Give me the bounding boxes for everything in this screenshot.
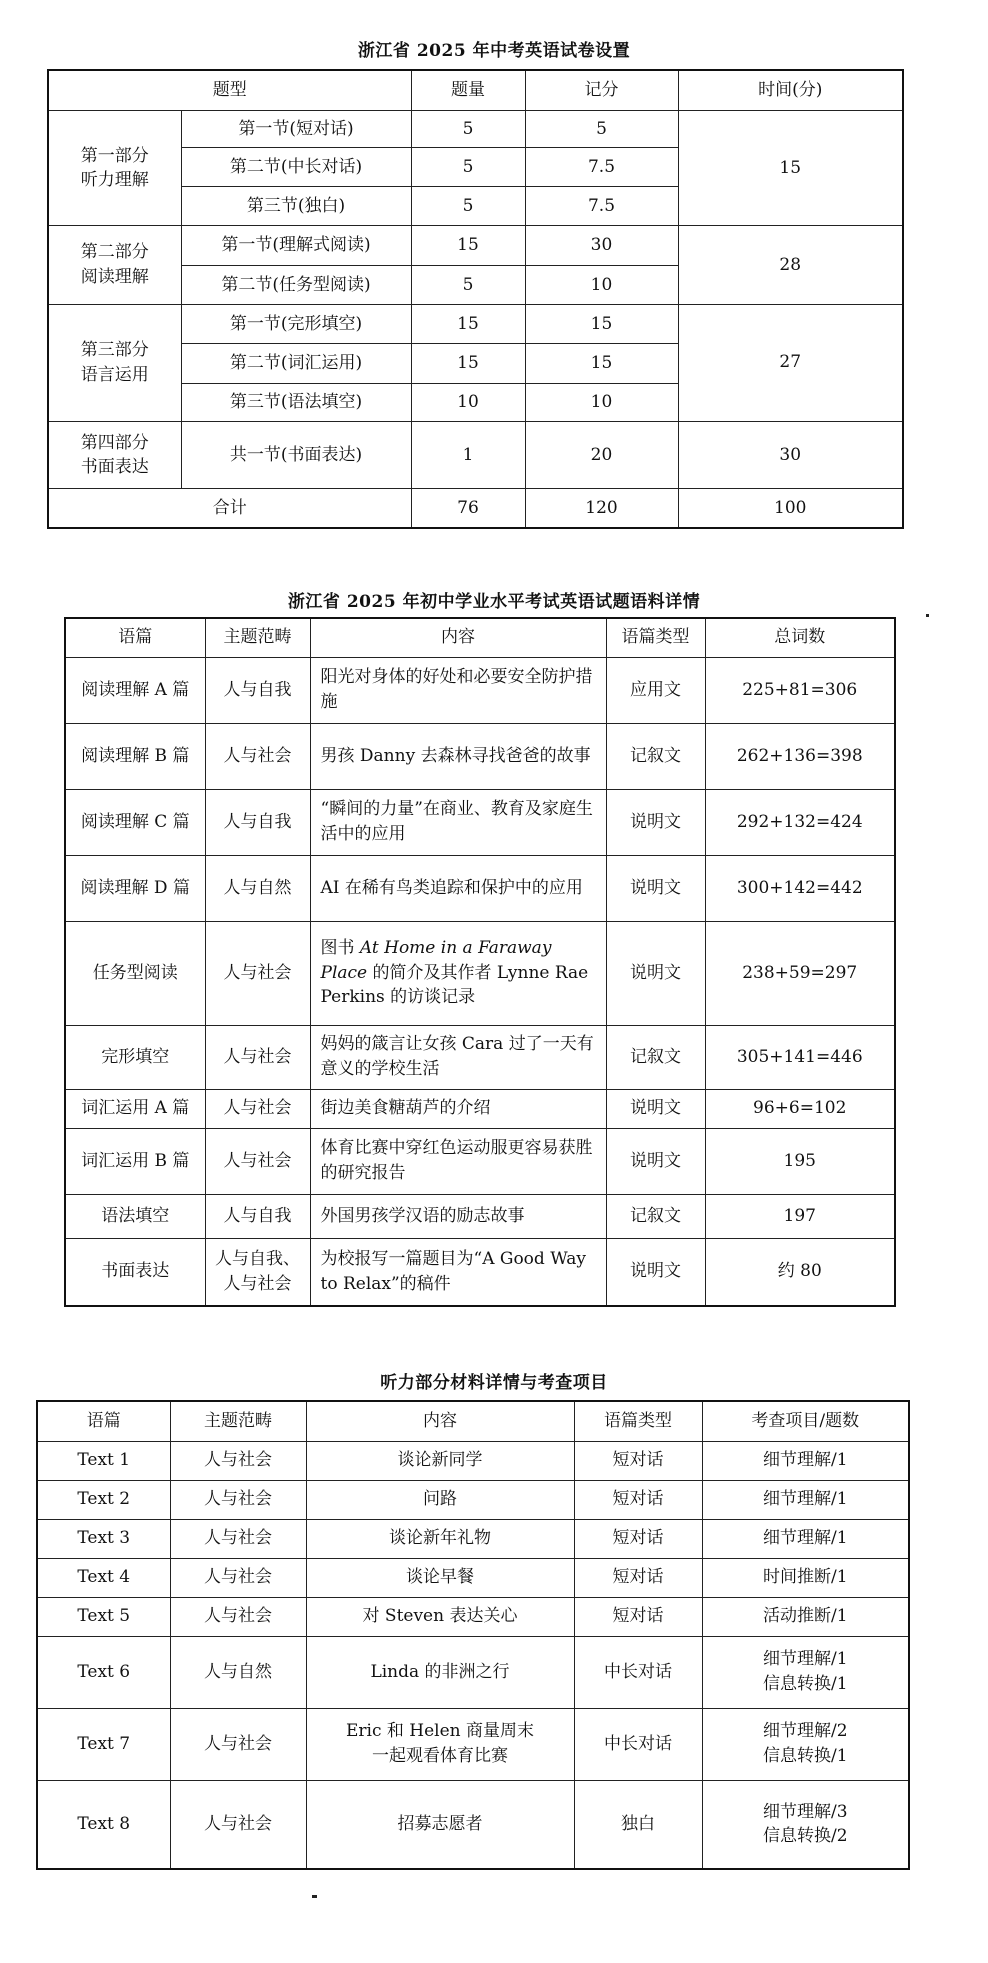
table-row <box>48 305 903 344</box>
listening-type: 独白 <box>574 1780 702 1869</box>
score-value: 5 <box>525 111 678 148</box>
text-number: Text 7 <box>37 1708 170 1780</box>
passage-type: 记叙文 <box>606 1194 705 1238</box>
score-value: 30 <box>525 226 678 266</box>
theme-category: 人与社会 <box>170 1558 306 1597</box>
text-number: Text 1 <box>37 1441 170 1480</box>
test-items: 活动推断/1 <box>702 1597 909 1636</box>
table1-total-row <box>48 489 903 528</box>
theme-category: 人与自我、 人与社会 <box>205 1238 310 1306</box>
table1-header-type: 题型 <box>48 70 411 111</box>
table-row <box>65 1025 895 1089</box>
total-score: 120 <box>525 489 678 528</box>
time-value: 30 <box>678 421 903 489</box>
text-number: Text 2 <box>37 1480 170 1519</box>
passage-name: 阅读理解 A 篇 <box>65 657 205 723</box>
table1-header-score: 记分 <box>525 70 678 111</box>
table-row <box>37 1780 909 1869</box>
listening-type: 中长对话 <box>574 1708 702 1780</box>
total-label: 合计 <box>48 489 411 528</box>
listening-type: 短对话 <box>574 1558 702 1597</box>
passage-type: 应用文 <box>606 657 705 723</box>
passage-content <box>310 921 606 1025</box>
passage-type: 说明文 <box>606 1238 705 1306</box>
listening-content: 招募志愿者 <box>306 1780 574 1869</box>
test-items: 时间推断/1 <box>702 1558 909 1597</box>
time-value: 28 <box>678 226 903 305</box>
question-count: 1 <box>411 421 525 489</box>
section-label: 第一节(理解式阅读) <box>181 226 411 266</box>
reading-materials-table <box>64 617 896 1307</box>
passage-name: 阅读理解 D 篇 <box>65 855 205 921</box>
question-count: 5 <box>411 111 525 148</box>
score-value: 7.5 <box>525 187 678 226</box>
passage-type: 说明文 <box>606 1128 705 1194</box>
word-count: 300+142=442 <box>705 855 895 921</box>
time-value: 27 <box>678 305 903 422</box>
theme-category: 人与社会 <box>205 1089 310 1128</box>
word-count: 238+59=297 <box>705 921 895 1025</box>
passage-content: 街边美食糖葫芦的介绍 <box>310 1089 606 1128</box>
time-value: 15 <box>678 111 903 226</box>
table3-header-theme: 主题范畴 <box>170 1401 306 1441</box>
text-number: Text 5 <box>37 1597 170 1636</box>
question-count: 15 <box>411 305 525 344</box>
word-count: 225+81=306 <box>705 657 895 723</box>
table-row <box>37 1519 909 1558</box>
word-count: 约 80 <box>705 1238 895 1306</box>
part-label: 第二部分 阅读理解 <box>48 226 181 305</box>
stray-mark <box>312 1895 317 1898</box>
text-number: Text 4 <box>37 1558 170 1597</box>
passage-content: 阳光对身体的好处和必要安全防护措施 <box>310 657 606 723</box>
word-count: 197 <box>705 1194 895 1238</box>
test-items: 细节理解/1 <box>702 1480 909 1519</box>
listening-type: 短对话 <box>574 1519 702 1558</box>
section-label: 第二节(任务型阅读) <box>181 266 411 305</box>
theme-category: 人与自我 <box>205 1194 310 1238</box>
word-count: 292+132=424 <box>705 789 895 855</box>
listening-content: Linda 的非洲之行 <box>306 1636 574 1708</box>
theme-category: 人与社会 <box>170 1519 306 1558</box>
passage-content: “瞬间的力量”在商业、教育及家庭生活中的应用 <box>310 789 606 855</box>
book-title: At Home in a Faraway Place <box>320 938 552 983</box>
content-suffix: 的简介及其作者 Lynne Rae Perkins 的访谈记录 <box>320 962 589 1008</box>
table-row <box>65 789 895 855</box>
test-items: 细节理解/2 信息转换/1 <box>702 1708 909 1780</box>
word-count: 96+6=102 <box>705 1089 895 1128</box>
text-number: Text 3 <box>37 1519 170 1558</box>
table-row <box>65 1238 895 1306</box>
passage-content: 体育比赛中穿红色运动服更容易获胜的研究报告 <box>310 1128 606 1194</box>
theme-category: 人与社会 <box>170 1708 306 1780</box>
table-row <box>65 921 895 1025</box>
theme-category: 人与社会 <box>205 723 310 789</box>
table1-header-time: 时间(分) <box>678 70 903 111</box>
theme-category: 人与社会 <box>170 1597 306 1636</box>
passage-name: 阅读理解 B 篇 <box>65 723 205 789</box>
listening-content: 谈论新年礼物 <box>306 1519 574 1558</box>
question-count: 10 <box>411 383 525 421</box>
passage-type: 记叙文 <box>606 1025 705 1089</box>
table-row <box>48 111 903 148</box>
table-row <box>65 1089 895 1128</box>
table-row <box>48 421 903 489</box>
exam-structure-table <box>47 69 904 529</box>
section-label: 第三节(独白) <box>181 187 411 226</box>
listening-materials-table <box>36 1400 910 1870</box>
table-row <box>48 226 903 266</box>
section-label: 第二节(中长对话) <box>181 148 411 187</box>
passage-type: 说明文 <box>606 855 705 921</box>
passage-type: 说明文 <box>606 921 705 1025</box>
table3-header-content: 内容 <box>306 1401 574 1441</box>
text-number: Text 6 <box>37 1636 170 1708</box>
section-label: 第一节(短对话) <box>181 111 411 148</box>
listening-content: Eric 和 Helen 商量周末 一起观看体育比赛 <box>306 1708 574 1780</box>
theme-category: 人与社会 <box>205 1128 310 1194</box>
total-time: 100 <box>678 489 903 528</box>
listening-type: 短对话 <box>574 1597 702 1636</box>
table-row <box>65 855 895 921</box>
table1-header-count: 题量 <box>411 70 525 111</box>
passage-name: 完形填空 <box>65 1025 205 1089</box>
listening-type: 短对话 <box>574 1441 702 1480</box>
passage-content: AI 在稀有鸟类追踪和保护中的应用 <box>310 855 606 921</box>
part-label: 第三部分 语言运用 <box>48 305 181 422</box>
table2-header-content: 内容 <box>310 618 606 657</box>
table2-header-words: 总词数 <box>705 618 895 657</box>
score-value: 10 <box>525 266 678 305</box>
listening-content: 谈论新同学 <box>306 1441 574 1480</box>
table-row <box>37 1441 909 1480</box>
passage-content: 男孩 Danny 去森林寻找爸爸的故事 <box>310 723 606 789</box>
table-row <box>37 1636 909 1708</box>
table-row <box>37 1558 909 1597</box>
table2-header-row <box>65 618 895 657</box>
text-number: Text 8 <box>37 1780 170 1869</box>
word-count: 262+136=398 <box>705 723 895 789</box>
theme-category: 人与社会 <box>170 1480 306 1519</box>
score-value: 20 <box>525 421 678 489</box>
listening-type: 中长对话 <box>574 1636 702 1708</box>
score-value: 10 <box>525 383 678 421</box>
listening-type: 短对话 <box>574 1480 702 1519</box>
theme-category: 人与自我 <box>205 789 310 855</box>
passage-type: 说明文 <box>606 789 705 855</box>
passage-name: 词汇运用 A 篇 <box>65 1089 205 1128</box>
score-value: 15 <box>525 305 678 344</box>
passage-content: 为校报写一篇题目为“A Good Way to Relax”的稿件 <box>310 1238 606 1306</box>
table1-header-row <box>48 70 903 111</box>
listening-content: 谈论早餐 <box>306 1558 574 1597</box>
table-row <box>65 723 895 789</box>
listening-content: 对 Steven 表达关心 <box>306 1597 574 1636</box>
score-value: 15 <box>525 343 678 383</box>
test-items: 细节理解/3 信息转换/2 <box>702 1780 909 1869</box>
table3-header-items: 考查项目/题数 <box>702 1401 909 1441</box>
table2-caption: 浙江省 2025 年初中学业水平考试英语试题语料详情 <box>287 592 701 612</box>
table3-header-row <box>37 1401 909 1441</box>
question-count: 5 <box>411 266 525 305</box>
table2-header-theme: 主题范畴 <box>205 618 310 657</box>
table1-caption: 浙江省 2025 年中考英语试卷设置 <box>357 41 631 61</box>
table3-caption: 听力部分材料详情与考查项目 <box>380 1373 608 1393</box>
section-label: 共一节(书面表达) <box>181 421 411 489</box>
listening-content: 问路 <box>306 1480 574 1519</box>
question-count: 5 <box>411 148 525 187</box>
theme-category: 人与社会 <box>170 1441 306 1480</box>
content-prefix: 图书 <box>320 938 360 959</box>
total-count: 76 <box>411 489 525 528</box>
section-label: 第二节(词汇运用) <box>181 343 411 383</box>
passage-type: 说明文 <box>606 1089 705 1128</box>
table-row <box>37 1708 909 1780</box>
word-count: 195 <box>705 1128 895 1194</box>
passage-content: 妈妈的箴言让女孩 Cara 过了一天有意义的学校生活 <box>310 1025 606 1089</box>
table2-header-type: 语篇类型 <box>606 618 705 657</box>
theme-category: 人与社会 <box>205 921 310 1025</box>
table3-header-text: 语篇 <box>37 1401 170 1441</box>
theme-category: 人与社会 <box>170 1780 306 1869</box>
score-value: 7.5 <box>525 148 678 187</box>
theme-category: 人与自然 <box>205 855 310 921</box>
passage-name: 语法填空 <box>65 1194 205 1238</box>
theme-category: 人与自然 <box>170 1636 306 1708</box>
question-count: 15 <box>411 226 525 266</box>
passage-name: 词汇运用 B 篇 <box>65 1128 205 1194</box>
passage-name: 阅读理解 C 篇 <box>65 789 205 855</box>
theme-category: 人与社会 <box>205 1025 310 1089</box>
table-row <box>37 1480 909 1519</box>
table2-header-passage: 语篇 <box>65 618 205 657</box>
passage-name: 任务型阅读 <box>65 921 205 1025</box>
part-label: 第一部分 听力理解 <box>48 111 181 226</box>
table-row <box>37 1597 909 1636</box>
test-items: 细节理解/1 <box>702 1519 909 1558</box>
table-row <box>65 1194 895 1238</box>
table-row <box>65 657 895 723</box>
test-items: 细节理解/1 <box>702 1441 909 1480</box>
table3-header-type: 语篇类型 <box>574 1401 702 1441</box>
question-count: 15 <box>411 343 525 383</box>
test-items: 细节理解/1 信息转换/1 <box>702 1636 909 1708</box>
stray-dot <box>926 614 929 617</box>
question-count: 5 <box>411 187 525 226</box>
word-count: 305+141=446 <box>705 1025 895 1089</box>
theme-category: 人与自我 <box>205 657 310 723</box>
section-label: 第一节(完形填空) <box>181 305 411 344</box>
section-label: 第三节(语法填空) <box>181 383 411 421</box>
passage-content: 外国男孩学汉语的励志故事 <box>310 1194 606 1238</box>
passage-name: 书面表达 <box>65 1238 205 1306</box>
part-label: 第四部分 书面表达 <box>48 421 181 489</box>
table-row <box>65 1128 895 1194</box>
passage-type: 记叙文 <box>606 723 705 789</box>
